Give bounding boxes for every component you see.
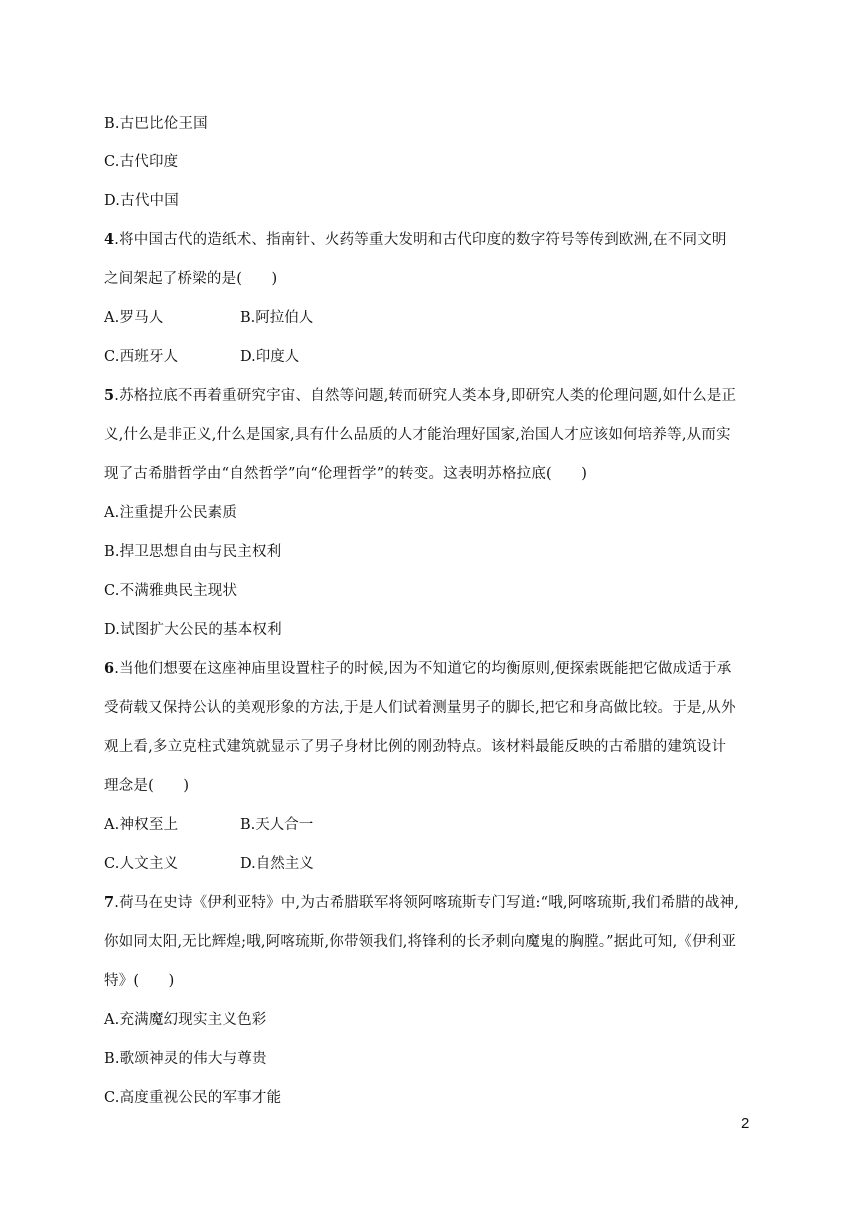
q4-option-d: D.印度人 — [240, 349, 300, 365]
q5-option-c: C.不满雅典民主现状 — [104, 583, 238, 599]
q6-option-b: B.天人合一 — [240, 817, 314, 833]
q6-option-c: C.人文主义 — [104, 856, 179, 872]
q5-stem-line2: 义,什么是非正义,什么是国家,具有什么品质的人才能治理好国家,治国人才应该如何培养等,从而实 — [104, 427, 731, 443]
q5-option-d: D.试图扩大公民的基本权利 — [104, 622, 282, 638]
q6-number: 6 — [104, 660, 115, 677]
q6-stem-line4: 理念是( ) — [104, 778, 190, 794]
q7-stem-text1: .荷马在史诗《伊利亚特》中,为古希腊联军将领阿喀琉斯专门写道:“哦,阿喀琉斯,我们希腊的战神, — [114, 895, 740, 911]
q5-number: 5 — [104, 387, 115, 404]
q5-stem-line3: 现了古希腊哲学由“自然哲学”向“伦理哲学”的转变。这表明苏格拉底( ) — [104, 466, 588, 482]
q5-option-b: B.捍卫思想自由与民主权利 — [104, 544, 282, 560]
q7-option-a: A.充满魔幻现实主义色彩 — [104, 1012, 267, 1028]
q5-option-a: A.注重提升公民素质 — [104, 505, 238, 521]
q4-number: 4 — [104, 231, 115, 248]
q7-stem-line2: 你如同太阳,无比辉煌;哦,阿喀琉斯,你带领我们,将锋利的长矛刺向魔鬼的胸膛。”据此可知,《伊利亚 — [104, 934, 737, 950]
q5-stem-line1 — [104, 386, 736, 406]
q7-stem-line1 — [104, 893, 739, 913]
q6-stem-line1 — [104, 659, 731, 679]
q5-stem-text1: .苏格拉底不再着重研究宇宙、自然等问题,转而研究人类本身,即研究人类的伦理问题,如什么是正 — [114, 388, 737, 404]
q3-option-d: D.古代中国 — [104, 193, 179, 209]
q3-option-c: C.古代印度 — [104, 154, 179, 170]
page-number: 2 — [741, 1115, 750, 1132]
q7-number: 7 — [104, 894, 115, 911]
q6-stem-text1: .当他们想要在这座神庙里设置柱子的时候,因为不知道它的均衡原则,便探索既能把它做成适于承 — [114, 661, 732, 677]
q4-option-c: C.西班牙人 — [104, 349, 179, 365]
q4-option-a: A.罗马人 — [104, 310, 164, 326]
q4-option-b: B.阿拉伯人 — [240, 310, 314, 326]
q6-stem-line2: 受荷载又保持公认的美观形象的方法,于是人们试着测量男子的脚长,把它和身高做比较。于是,从外 — [104, 700, 736, 716]
q7-stem-line3: 特》( ) — [104, 973, 175, 989]
q6-option-a: A.神权至上 — [104, 817, 179, 833]
q4-stem-line2: 之间架起了桥梁的是( ) — [104, 271, 278, 287]
q4-stem-line1 — [104, 230, 727, 250]
q7-option-b: B.歌颂神灵的伟大与尊贵 — [104, 1051, 267, 1067]
q4-stem-text1: .将中国古代的造纸术、指南针、火药等重大发明和古代印度的数字符号等传到欧洲,在不同文明 — [114, 232, 727, 248]
q6-stem-line3: 观上看,多立克柱式建筑就显示了男子身材比例的刚劲特点。该材料最能反映的古希腊的建筑设计 — [104, 739, 727, 755]
q6-option-d: D.自然主义 — [240, 856, 314, 872]
q7-option-c: C.高度重视公民的军事才能 — [104, 1090, 282, 1106]
q3-option-b: B.古巴比伦王国 — [104, 116, 208, 132]
